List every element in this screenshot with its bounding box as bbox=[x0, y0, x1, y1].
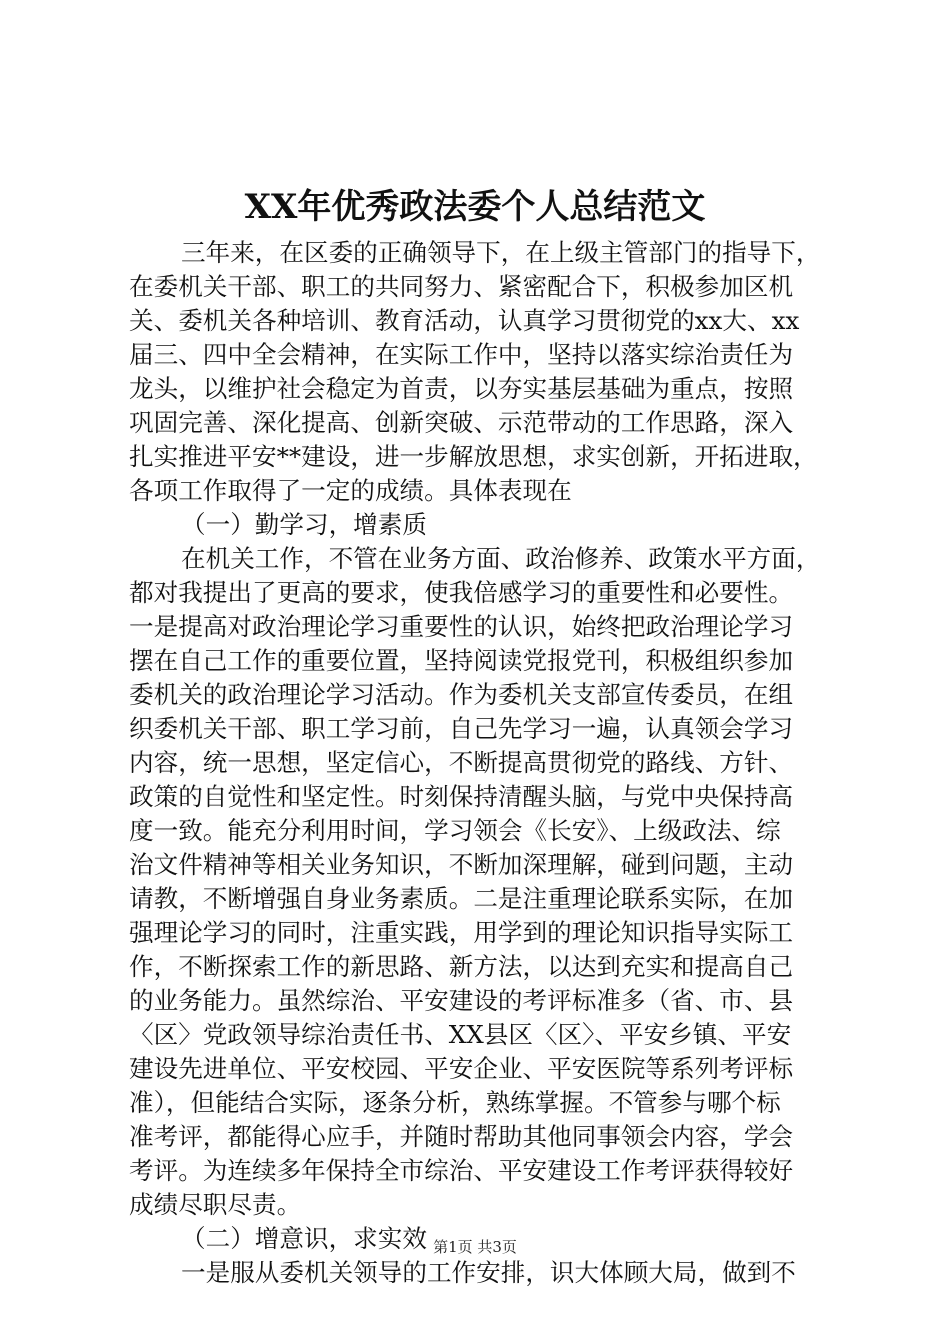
body-line: 在委机关干部、职工的共同努力、紧密配合下，积极参加区机 bbox=[129, 272, 794, 301]
body-line: 各项工作取得了一定的成绩。具体表现在 bbox=[129, 476, 572, 505]
body-line: 龙头，以维护社会稳定为首责，以夯实基层基础为重点，按照 bbox=[129, 374, 794, 403]
body-line: 关、委机关各种培训、教育活动，认真学习贯彻党的xx大、xx bbox=[129, 306, 800, 335]
body-line: 考评。为连续多年保持全市综治、平安建设工作考评获得较好 bbox=[129, 1156, 794, 1185]
body-line: 的业务能力。虽然综治、平安建设的考评标准多（省、市、县 bbox=[129, 986, 794, 1015]
body-line: 扎实推进平安**建设，进一步解放思想，求实创新，开拓进取， bbox=[129, 442, 818, 471]
body-line: 度一致。能充分利用时间，学习领会《长安》、上级政法、综 bbox=[129, 816, 781, 845]
body-line: 在机关工作，不管在业务方面、政治修养、政策水平方面， bbox=[181, 544, 821, 573]
body-line: 治文件精神等相关业务知识，不断加深理解，碰到问题，主动 bbox=[129, 850, 794, 879]
body-line: 巩固完善、深化提高、创新突破、示范带动的工作思路，深入 bbox=[129, 408, 794, 437]
body-line: 届三、四中全会精神，在实际工作中，坚持以落实综治责任为 bbox=[129, 340, 794, 369]
body-line: 政策的自觉性和坚定性。时刻保持清醒头脑，与党中央保持高 bbox=[129, 782, 794, 811]
body-line: 三年来，在区委的正确领导下，在上级主管部门的指导下， bbox=[181, 238, 821, 267]
body-line: 一是服从委机关领导的工作安排，识大体顾大局，做到不 bbox=[181, 1258, 796, 1287]
body-line: 〈区〉党政领导综治责任书、XX县区〈区〉、平安乡镇、平安 bbox=[129, 1020, 792, 1049]
body-line: 内容，统一思想，坚定信心，不断提高贯彻党的路线、方针、 bbox=[129, 748, 794, 777]
body-line: 一是提高对政治理论学习重要性的认识，始终把政治理论学习 bbox=[129, 612, 794, 641]
section-heading-2: （二）增意识，求实效 bbox=[181, 1224, 427, 1253]
section-heading-1: （一）勤学习，增素质 bbox=[181, 510, 427, 539]
body-line: 都对我提出了更高的要求，使我倍感学习的重要性和必要性。 bbox=[129, 578, 794, 607]
page-footer: 第1页 共3页 bbox=[433, 1238, 517, 1256]
body-line: 摆在自己工作的重要位置，坚持阅读党报党刊，积极组织参加 bbox=[129, 646, 794, 675]
body-line: 建设先进单位、平安校园、平安企业、平安医院等系列考评标 bbox=[129, 1054, 794, 1083]
body-line: 请教，不断增强自身业务素质。二是注重理论联系实际，在加 bbox=[129, 884, 794, 913]
document-body bbox=[129, 236, 829, 1290]
body-line: 成绩尽职尽责。 bbox=[129, 1190, 302, 1219]
body-line: 织委机关干部、职工学习前，自己先学习一遍，认真领会学习 bbox=[129, 714, 794, 743]
document-title: XX年优秀政法委个人总结范文 bbox=[244, 187, 706, 227]
body-line: 准），但能结合实际，逐条分析，熟练掌握。不管参与哪个标 bbox=[129, 1088, 781, 1117]
body-line: 准考评，都能得心应手，并随时帮助其他同事领会内容，学会 bbox=[129, 1122, 794, 1151]
body-line: 委机关的政治理论学习活动。作为委机关支部宣传委员，在组 bbox=[129, 680, 794, 709]
body-line: 作，不断探索工作的新思路、新方法，以达到充实和提高自己 bbox=[129, 952, 794, 981]
body-line: 强理论学习的同时，注重实践，用学到的理论知识指导实际工 bbox=[129, 918, 794, 947]
